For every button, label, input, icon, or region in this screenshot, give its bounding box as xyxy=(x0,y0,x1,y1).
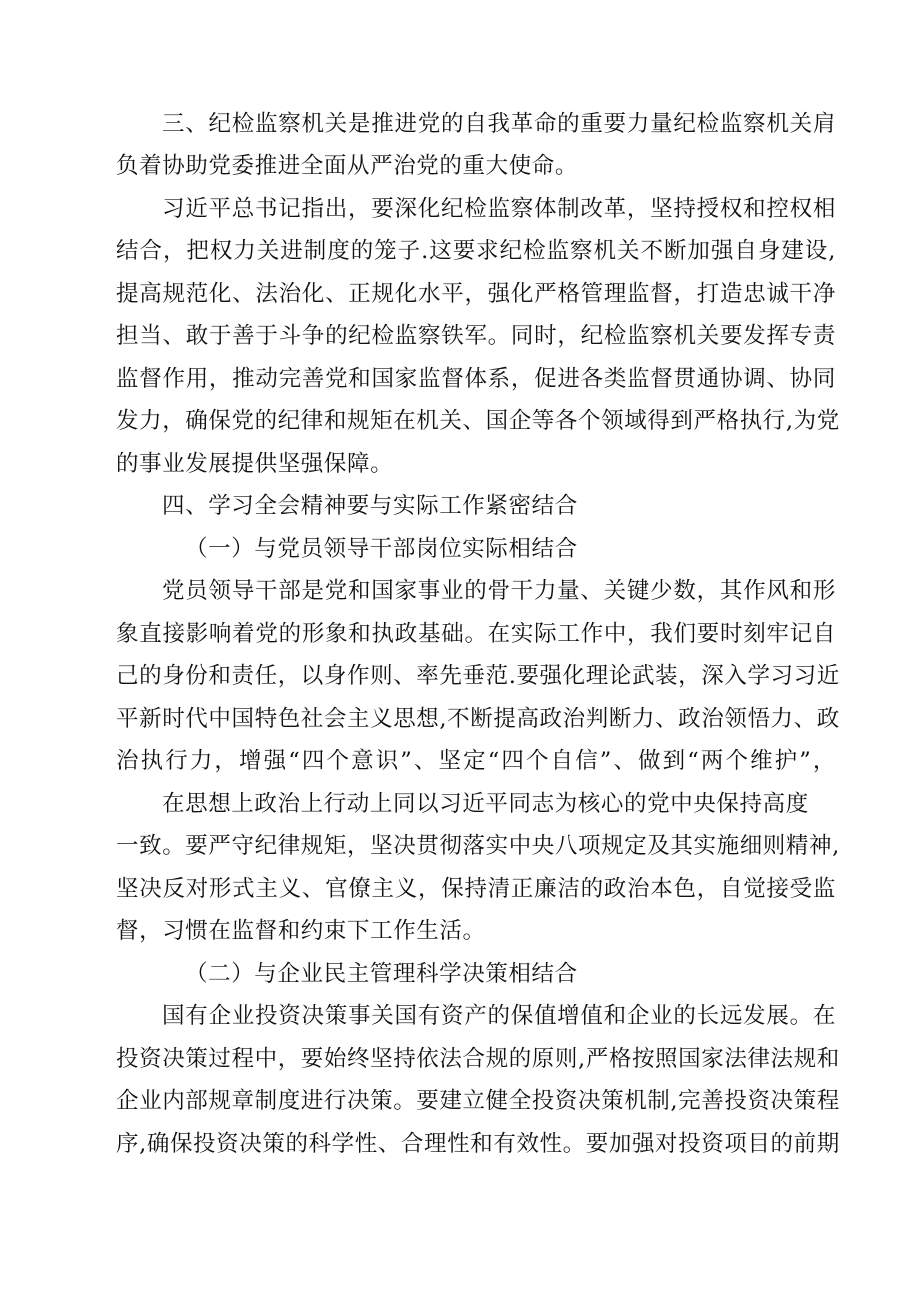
paragraph-4-line-2: 投资决策过程中，要始终坚持依法合规的原则,严格按照国家法律法规和 xyxy=(116,1046,840,1072)
paragraph-2-line-5: 治执行力，增强“四个意识”、坚定“四个自信”、做到“两个维护”， xyxy=(116,748,836,774)
heading-three-line-2: 负着协助党委推进全面从严治党的重大使命。 xyxy=(116,153,579,179)
heading-four: 四、学习全会精神要与实际工作紧密结合 xyxy=(162,493,578,519)
subheading-two: （二）与企业民主管理科学决策相结合 xyxy=(185,961,578,987)
paragraph-1-line-7: 的事业发展提供坚强保障。 xyxy=(116,451,394,477)
paragraph-1-line-5: 监督作用，推动完善党和国家监督体系，促进各类监督贯通协调、协同 xyxy=(116,366,836,392)
paragraph-1-line-3: 提高规范化、法治化、正规化水平，强化严格管理监督，打造忠诚干净 xyxy=(116,281,836,307)
heading-three-line-1: 三、纪检监察机关是推进党的自我革命的重要力量纪检监察机关肩 xyxy=(162,111,836,137)
paragraph-2-line-3: 己的身份和责任，以身作则、率先垂范.要强化理论武装，深入学习习近 xyxy=(116,663,840,689)
paragraph-1-line-1: 习近平总书记指出，要深化纪检监察体制改革，坚持授权和控权相 xyxy=(162,196,836,222)
paragraph-1-line-2: 结合，把权力关进制度的笼子.这要求纪检监察机关不断加强自身建设, xyxy=(116,238,836,264)
paragraph-1-line-4: 担当、敢于善于斗争的纪检监察铁军。同时，纪检监察机关要发挥专责 xyxy=(116,323,836,349)
paragraph-3-line-4: 督，习惯在监督和约束下工作生活。 xyxy=(116,918,486,944)
paragraph-2-line-2: 象直接影响着党的形象和执政基础。在实际工作中，我们要时刻牢记自 xyxy=(116,621,836,647)
paragraph-3-line-1: 在思想上政治上行动上同以习近平同志为核心的党中央保持高度 xyxy=(162,791,809,817)
paragraph-4-line-4: 序,确保投资决策的科学性、合理性和有效性。要加强对投资项目的前期 xyxy=(116,1131,840,1157)
paragraph-2-line-4: 平新时代中国特色社会主义思想,不断提高政治判断力、政治领悟力、政 xyxy=(116,706,840,732)
paragraph-4-line-3: 企业内部规章制度进行决策。要建立健全投资决策机制,完善投资决策程 xyxy=(116,1088,840,1114)
paragraph-3-line-2: 一致。要严守纪律规矩，坚决贯彻落实中央八项规定及其实施细则精神, xyxy=(116,833,840,859)
paragraph-4-line-1: 国有企业投资决策事关国有资产的保值增值和企业的长远发展。在 xyxy=(162,1003,836,1029)
subheading-one: （一）与党员领导干部岗位实际相结合 xyxy=(185,536,578,562)
paragraph-3-line-3: 坚决反对形式主义、官僚主义，保持清正廉洁的政治本色，自觉接受监 xyxy=(116,876,836,902)
paragraph-1-line-6: 发力，确保党的纪律和规矩在机关、国企等各个领域得到严格执行,为党 xyxy=(116,408,840,434)
paragraph-2-line-1: 党员领导干部是党和国家事业的骨干力量、关键少数，其作风和形 xyxy=(162,578,836,604)
